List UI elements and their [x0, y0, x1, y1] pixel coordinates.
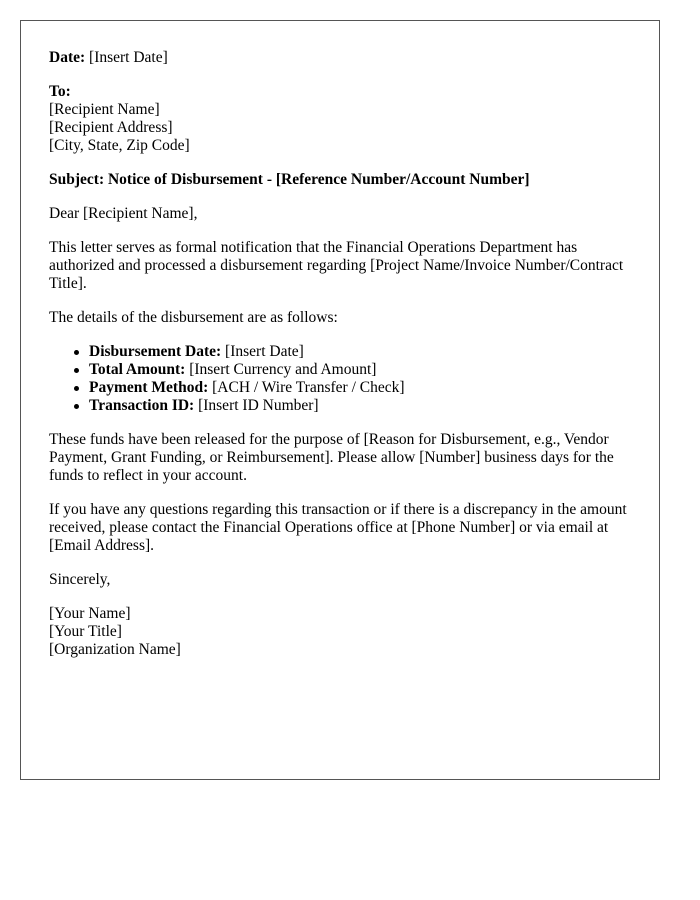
salutation: Dear [Recipient Name], [49, 205, 198, 222]
detail-value: [ACH / Wire Transfer / Check] [212, 379, 405, 396]
list-item [89, 379, 631, 397]
sender-title: [Your Title] [49, 623, 122, 640]
bullet-icon [74, 350, 79, 355]
recipient-city: [City, State, Zip Code] [49, 137, 190, 154]
closing: Sincerely, [49, 571, 111, 588]
intro-paragraph: This letter serves as formal notification that the Financial Operations Department has authorized and processed a disbursement regarding [Project Name/Invoice Number/Contract Title]. [49, 239, 624, 292]
details-intro: The details of the disbursement are as follows: [49, 309, 338, 326]
detail-label: Total Amount: [89, 361, 186, 378]
sender-name: [Your Name] [49, 605, 131, 622]
questions-paragraph: If you have any questions regarding this transaction or if there is a discrepancy in the amount received, please contact the Financial Operations office at [Phone Number] or via email at [Email Address]. [49, 501, 627, 554]
to-label: To: [49, 83, 71, 100]
detail-label: Transaction ID: [89, 397, 195, 414]
funds-paragraph: These funds have been released for the purpose of [Reason for Disbursement, e.g., Vendor Payment, Grant Funding, or Reimbursement]. Please allow [Number] business days for the funds to reflect in your account. [49, 431, 614, 484]
detail-label: Payment Method: [89, 379, 209, 396]
detail-value: [Insert Currency and Amount] [189, 361, 377, 378]
detail-value: [Insert ID Number] [198, 397, 319, 414]
recipient-address: [Recipient Address] [49, 119, 173, 136]
list-item [89, 397, 631, 415]
signature-block [49, 605, 631, 659]
sender-org: [Organization Name] [49, 641, 181, 658]
bullet-icon [74, 386, 79, 391]
bullet-icon [74, 404, 79, 409]
bullet-icon [74, 368, 79, 373]
letter-page [20, 20, 660, 780]
date-label: Date: [49, 49, 86, 66]
list-item [89, 343, 631, 361]
date-value: [Insert Date] [89, 49, 168, 66]
list-item [89, 361, 631, 379]
subject-line: Subject: Notice of Disbursement - [Reference Number/Account Number] [49, 171, 530, 188]
recipient-block [49, 83, 631, 155]
date-line [49, 49, 631, 67]
detail-label: Disbursement Date: [89, 343, 222, 360]
recipient-name: [Recipient Name] [49, 101, 160, 118]
details-list [49, 343, 631, 415]
detail-value: [Insert Date] [225, 343, 304, 360]
